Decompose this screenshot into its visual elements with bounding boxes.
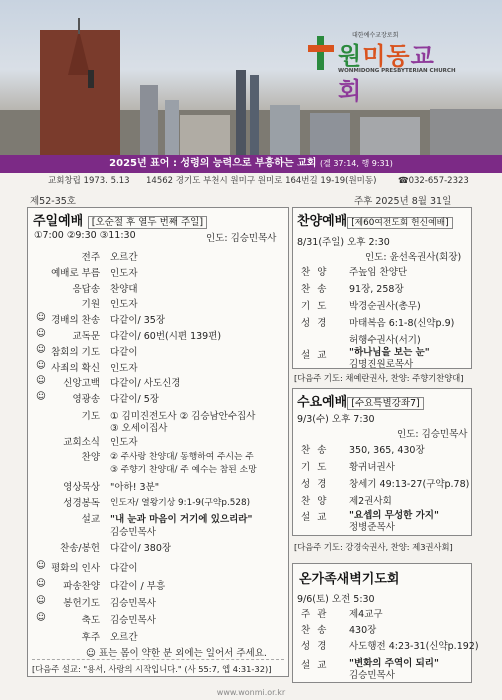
rows2-symbol: ☺ <box>36 595 46 606</box>
church-spire <box>68 30 90 75</box>
service-item-label: 교독문 <box>72 331 100 342</box>
motto-bar <box>0 155 502 173</box>
dawn-sermon-label: 설 교 <box>301 660 329 671</box>
service-item-label: 찬송/봉헌 <box>60 543 100 554</box>
praise-item-value: 박경순권사(총무) <box>349 301 421 312</box>
church-spire-pole <box>78 18 80 34</box>
praise-worship-subtitle: [제60여전도회 헌신예배] <box>347 217 452 229</box>
choir-label: 찬양 <box>81 452 100 463</box>
praise-reader: 허행수권사(서기) <box>349 335 421 346</box>
service-item-value: 다같이/ 35장 <box>110 315 166 327</box>
sunday-times: ①7:00 ②9:30 ③11:30 <box>34 230 136 241</box>
service-item-value: 다같이/ 5장 <box>110 394 159 406</box>
wednesday-next-week: [다음주 기도: 강경숙권사, 찬양: 제3권사회] <box>294 542 453 552</box>
praise-item-value: 91장, 258장 <box>349 284 404 295</box>
wednesday-item-label: 찬 송 <box>301 445 329 456</box>
wednesday-item-value: 제2권사회 <box>349 496 392 507</box>
service-item-label: 파송찬양 <box>63 581 100 592</box>
service-item-label: 전주 <box>81 252 100 263</box>
dawn-item-label: 주 관 <box>301 609 329 620</box>
prayer-2: ③ 오세이집사 <box>110 423 168 434</box>
reading-value: 인도자/ 열왕기상 9:1-9(구약p.528) <box>110 498 251 508</box>
choir-1: ② 주사랑 찬양대/ 동행하여 주시는 주 <box>110 452 254 462</box>
dawn-item-label: 찬 송 <box>301 625 329 636</box>
service-item-label: 평화의 인사 <box>51 563 100 574</box>
praise-next-week: [다음주 기도: 채예란권사, 찬양: 주향기찬양대] <box>294 373 464 383</box>
rows2-symbol: ☺ <box>36 612 46 623</box>
service-item-value: 인도자 <box>110 267 138 279</box>
praise-worship-title: 찬양예배 [제60여전도회 헌신예배] <box>297 210 453 229</box>
choir-2: ③ 주향기 찬양대/ 주 예수는 참된 소망 <box>110 465 257 475</box>
service-item-label: 신앙고백 <box>63 378 100 390</box>
dawn-datetime: 9/6(토) 오전 5:30 <box>297 594 375 605</box>
wednesday-item-value: 황귀녀권사 <box>349 462 395 473</box>
next-week-sermon: [다음주 설교: "용서, 사랑의 시작입니다." (사 55:7, 엡 4:31-32)] <box>32 664 272 674</box>
service-item-value: 다같이/ 380장 <box>110 543 172 554</box>
wednesday-sermon-title: "요셉의 무성한 가지" <box>349 510 439 521</box>
praise-item-label: 찬 송 <box>301 284 329 295</box>
sunday-worship-title: 주일예배 [오순절 후 열두 번째 주일] <box>33 210 207 229</box>
standing-note: ☺ 표는 몸이 약한 분 외에는 일어서 주세요. <box>86 648 267 659</box>
service-item-value: 다같이 <box>110 563 138 574</box>
dawn-item-value: 사도행전 4:23-31(신약p.192) <box>349 641 479 652</box>
praise-worship-box <box>292 207 472 369</box>
wednesday-sermon-label: 설 교 <box>301 512 329 523</box>
praise-item-value: 마태복음 6:1-8(신약p.9) <box>349 318 455 329</box>
rows-symbol: ☺ <box>36 359 46 371</box>
praise-sermon-label: 설 교 <box>301 350 329 361</box>
service-item-label: 참회의 기도 <box>51 346 100 358</box>
service-item-label: 후주 <box>81 632 100 643</box>
sermon-title: "내 눈과 마음이 거기에 있으리라" <box>110 514 253 525</box>
church-address: 14562 경기도 부천시 원미구 원미로 164번길 19-19(원미동) <box>146 176 377 186</box>
praise-item-value: 주높임 찬양단 <box>349 267 408 278</box>
reading-label: 성경봉독 <box>63 498 100 509</box>
service-item-value: 오르간 <box>110 252 138 263</box>
praise-item-label: 성 경 <box>301 318 329 329</box>
wednesday-sermon-preacher: 정병준목사 <box>349 522 395 533</box>
dawn-prayer-title: 온가족새벽기도회 <box>299 572 400 587</box>
sunday-leader: 인도: 김승민목사 <box>206 233 277 244</box>
service-item-label: 예배로 부름 <box>51 267 100 279</box>
service-item-label: 경배의 찬송 <box>51 315 100 327</box>
rows2-symbol: ☺ <box>36 560 46 571</box>
praise-item-label: 기 도 <box>301 301 329 312</box>
wednesday-worship-title: 수요예배 [수요특별강좌7] <box>297 391 424 410</box>
service-item-value: 다같이/ 사도신경 <box>110 378 181 390</box>
wednesday-item-value: 창세기 49:13-27(구약p.78) <box>349 479 470 490</box>
wednesday-datetime: 9/3(수) 오후 7:30 <box>297 414 375 425</box>
service-item-value: 김승민목사 <box>110 598 156 609</box>
cross-logo-icon <box>308 36 334 70</box>
logo-denomination: 대한예수교장로회 <box>352 32 399 39</box>
service-item-label: 기원 <box>81 299 100 311</box>
service-item-value: 인도자 <box>110 362 138 374</box>
prayer-1: ① 김미진전도사 ② 김승남안수집사 <box>110 411 256 422</box>
service-item-label: 봉헌기도 <box>63 598 100 609</box>
wednesday-worship-subtitle: [수요특별강좌7] <box>347 397 424 410</box>
dawn-item-value: 제4교구 <box>349 609 383 620</box>
service-item-value: 찬양대 <box>110 283 138 295</box>
service-item-label: 응답송 <box>72 283 100 295</box>
motto-reference: (겔 37:14, 행 9:31) <box>319 159 393 168</box>
sermon-preacher: 김승민목사 <box>110 527 156 538</box>
church-tower <box>88 70 94 88</box>
sunday-worship-subtitle: [오순절 후 열두 번째 주일] <box>88 216 207 229</box>
rows-symbol: ☺ <box>36 375 46 387</box>
header-photo <box>0 0 502 155</box>
service-item-value: 김승민목사 <box>110 615 156 626</box>
praise-leader: 인도: 윤선옥권사(회장) <box>365 252 462 263</box>
founded-date: 교회창립 1973. 5.13 <box>48 176 130 186</box>
dawn-item-value: 430장 <box>349 625 377 636</box>
service-item-value: 인도자 <box>110 299 138 311</box>
wednesday-item-label: 기 도 <box>301 462 329 473</box>
rows-symbol: ☺ <box>36 328 46 339</box>
dawn-sermon-preacher: 김승민목사 <box>349 670 395 681</box>
service-item-value: 다같이 <box>110 346 138 358</box>
wednesday-item-label: 찬 양 <box>301 496 329 507</box>
dawn-prayer-box <box>292 563 479 683</box>
praise-item-label: 찬 양 <box>301 267 329 278</box>
praise-datetime: 8/31(주일) 오후 2:30 <box>297 237 390 248</box>
rows-symbol: ☺ <box>36 391 46 403</box>
church-info <box>0 173 502 190</box>
logo-church-name: 원미동교회 <box>338 42 435 105</box>
video-label: 영상묵상 <box>63 482 100 493</box>
prayer-label: 기도 <box>81 411 100 422</box>
praise-sermon-preacher: 김명진원로목사 <box>349 359 414 370</box>
sermon-label: 설교 <box>81 514 100 525</box>
wednesday-leader: 인도: 김승민목사 <box>397 429 468 440</box>
service-item-label: 사죄의 확신 <box>51 362 100 374</box>
issue-number: 제52-35호 <box>30 196 76 207</box>
website-footer: www.wonmi.or.kr <box>216 688 286 697</box>
rows-symbol: ☺ <box>36 343 46 355</box>
video-value: "아하! 3분" <box>110 482 160 493</box>
motto-text: 2025년 표어 : 성령의 능력으로 부흥하는 교회 <box>109 158 317 169</box>
dawn-item-label: 성 경 <box>301 641 329 652</box>
wednesday-item-label: 성 경 <box>301 479 329 490</box>
praise-sermon-title: "하나님을 보는 눈" <box>349 347 430 358</box>
church-phone: ☎032-657-2323 <box>398 176 469 186</box>
rows2-symbol: ☺ <box>36 578 46 589</box>
logo-english-name: WONMIDONG PRESBYTERIAN CHURCH <box>338 68 456 74</box>
service-item-value: 다같이 / 부흥 <box>110 581 166 592</box>
service-item-value: 다같이/ 60번(시편 139편) <box>110 331 222 342</box>
wednesday-worship-box <box>292 388 472 536</box>
issue-date: 주후 2025년 8월 31일 <box>354 196 452 207</box>
service-item-label: 영광송 <box>72 394 100 406</box>
church-logo <box>308 30 458 105</box>
service-item-value: 오르간 <box>110 632 138 643</box>
wednesday-item-value: 350, 365, 430장 <box>349 445 425 456</box>
service-item-label: 축도 <box>81 615 100 626</box>
sunday-worship-box <box>27 207 289 677</box>
dawn-sermon-title: "변화의 주역이 되리" <box>349 658 439 669</box>
news-value: 인도자 <box>110 437 138 448</box>
rows-symbol: ☺ <box>36 312 46 324</box>
news-label: 교회소식 <box>63 437 100 448</box>
